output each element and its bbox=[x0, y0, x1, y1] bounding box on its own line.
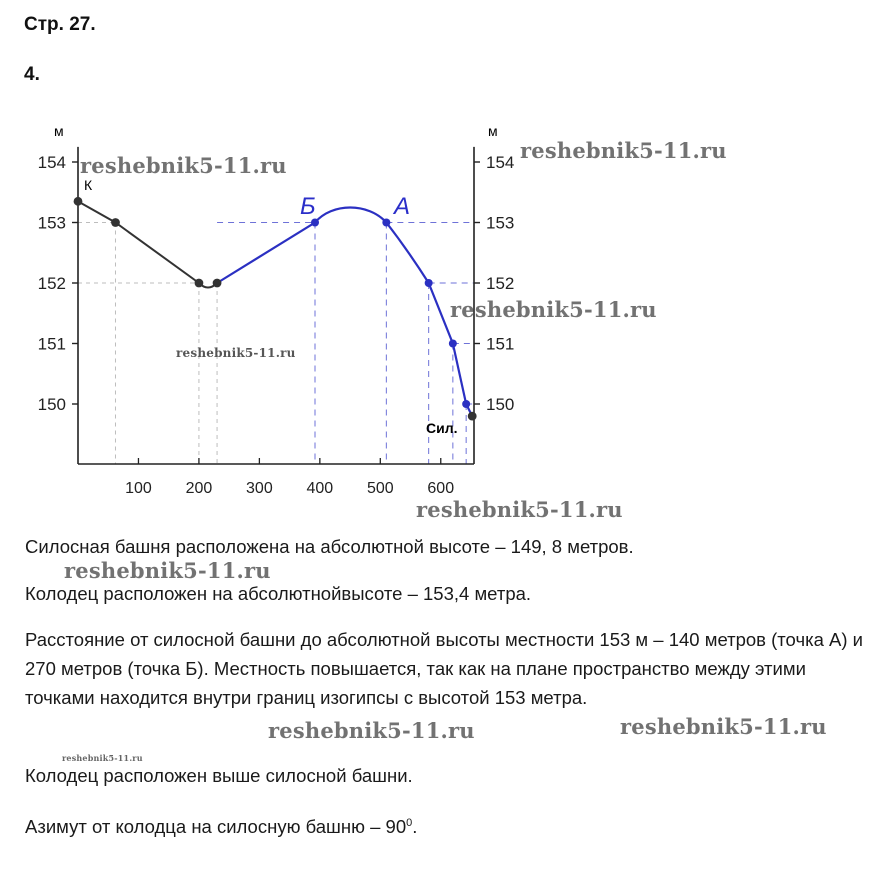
paragraph-well-height: Колодец расположен на абсолютнойвысоте – 153,4 метра. bbox=[25, 583, 532, 604]
paragraph-comparison: Колодец расположен выше силосной башни. bbox=[25, 765, 413, 786]
watermark: reshebnik5-11.ru bbox=[268, 718, 475, 743]
point-label-b: Б bbox=[300, 193, 316, 220]
x-tick-label: 400 bbox=[306, 480, 334, 497]
watermark: reshebnik5-11.ru bbox=[450, 297, 657, 322]
y-tick-label-left: 151 bbox=[37, 334, 66, 354]
watermark: reshebnik5-11.ru bbox=[62, 753, 143, 763]
profile-point-black bbox=[111, 218, 120, 227]
azimuth-text: Азимут от колодца на силосную башню – 90 bbox=[25, 816, 407, 838]
watermark: reshebnik5-11.ru bbox=[176, 346, 296, 360]
watermark: reshebnik5-11.ru bbox=[416, 497, 623, 522]
y-tick-label-left: 153 bbox=[37, 213, 66, 233]
y-unit-right: м bbox=[488, 123, 498, 139]
axes bbox=[72, 147, 480, 464]
point-label-silo: Сил. bbox=[426, 420, 458, 436]
y-tick-label-right: 152 bbox=[486, 274, 515, 293]
y-tick-label-right: 154 bbox=[486, 153, 515, 172]
watermark: reshebnik5-11.ru bbox=[80, 153, 287, 178]
profile-point-black bbox=[468, 412, 477, 421]
profile-point-blue bbox=[425, 279, 433, 287]
y-tick-label-left: 154 bbox=[37, 153, 66, 172]
paragraph-silo-height: Силосная башня расположена на абсолютной высоте – 149, 8 метров. bbox=[25, 536, 634, 557]
guide-lines bbox=[78, 223, 474, 465]
watermark: reshebnik5-11.ru bbox=[520, 138, 727, 163]
azimuth-tail: . bbox=[412, 816, 418, 838]
x-tick-label: 100 bbox=[125, 480, 152, 497]
tick-labels bbox=[38, 153, 515, 497]
task-number: 4. bbox=[24, 64, 40, 85]
profile-point-blue bbox=[449, 340, 457, 348]
x-tick-label: 600 bbox=[427, 480, 455, 497]
y-tick-label-left: 150 bbox=[37, 395, 66, 414]
y-tick-label-left: 152 bbox=[37, 274, 66, 293]
y-tick-label-right: 151 bbox=[486, 334, 515, 354]
y-unit-left: м bbox=[54, 123, 64, 139]
profile-markers bbox=[74, 197, 477, 421]
profile-curves bbox=[78, 201, 472, 416]
profile-line-black bbox=[78, 201, 217, 287]
profile-point-black bbox=[74, 197, 83, 206]
profile-point-black bbox=[195, 279, 204, 288]
point-label-well: К bbox=[84, 177, 93, 193]
y-tick-label-right: 153 bbox=[486, 213, 515, 233]
profile-point-blue bbox=[382, 219, 390, 227]
watermark: reshebnik5-11.ru bbox=[64, 558, 271, 583]
paragraph-distance: Расстояние от силосной башни до абсолютной высоты местности 153 м – 140 метров (точка А) и 270 метров (точка Б). Местность повышается, так как на плане пространство между этими точками находится внутри границ изогипсы с высотой 153 метра. bbox=[25, 629, 863, 708]
watermark: reshebnik5-11.ru bbox=[620, 714, 827, 739]
paragraph-azimuth bbox=[25, 809, 865, 841]
x-tick-label: 500 bbox=[366, 480, 394, 497]
x-tick-label: 200 bbox=[185, 480, 213, 497]
y-tick-label-right: 150 bbox=[486, 395, 515, 414]
point-label-a: А bbox=[394, 193, 411, 220]
profile-line-blue bbox=[217, 208, 472, 417]
x-tick-label: 300 bbox=[246, 480, 273, 497]
page-title: Стр. 27. bbox=[24, 14, 96, 35]
profile-point-black bbox=[213, 279, 222, 288]
azimuth-degree: 0 bbox=[406, 817, 413, 829]
profile-point-blue bbox=[462, 400, 470, 408]
